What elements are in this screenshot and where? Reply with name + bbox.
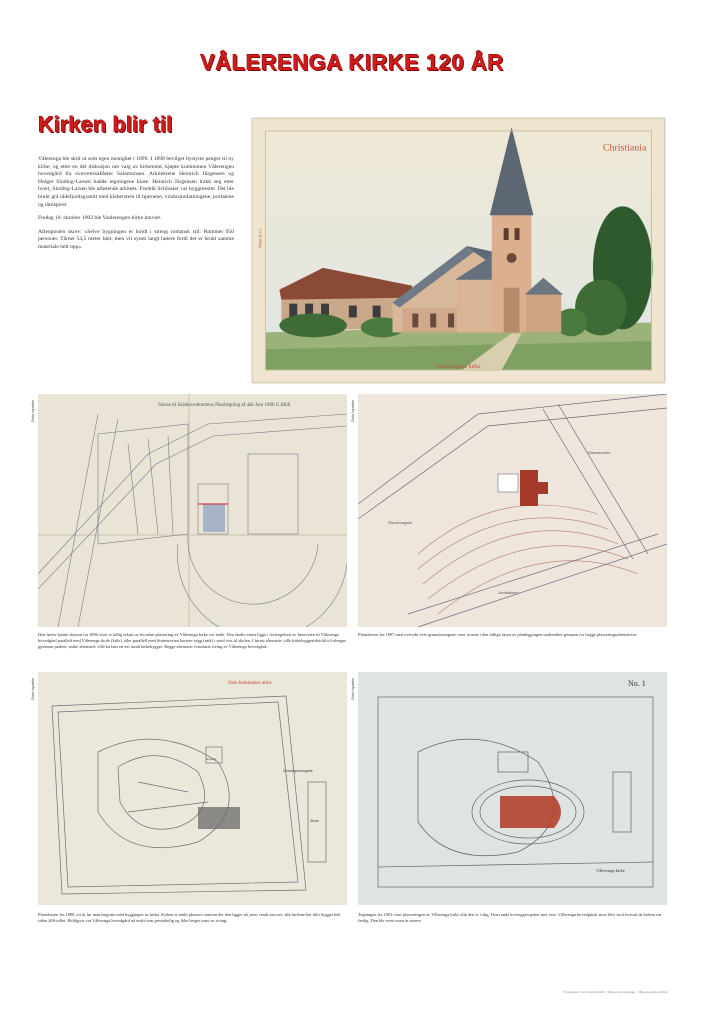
- postcard-side-label: Mittet & Co.: [257, 227, 263, 249]
- map4-caption: Tegningen fra 1903 viser plasseringen av Vålerenga kirke slik den er i dag. Den runde korveggen peker mot vest. Vålerenga hovedgårds store låve stod fortsatt da kirken var ferdig. Den ble revet noen år senere.: [358, 912, 662, 923]
- map-1903-drawing: [358, 672, 667, 905]
- church-postcard-illustration: [253, 119, 664, 382]
- intro-text: [38, 156, 234, 258]
- map1-caption: Den første kjente skissen fra 1896 viser et tidlig utkast av hvordan plassering av Vålerenga kirke var tenkt. Den skulle enten ligge i forlengelsen av Jæreveien til Vålerenga hovedgård parallelt med Vålerengs skole (Sülz), eller parallell med Strømsveien kortere vegg (rødt) i nord viss til skolen. I første alternativ ville kirkebyggetiden blitt forlenget gjennom parken, andre alternativ ville ha hatt en vei rundt kirkebygget. Begge alternativ forutsatte riving av Vålerenga hovedgård.: [38, 632, 346, 649]
- map4-label: Vålerenga kirke: [596, 868, 625, 873]
- postcard-city-label: Christiania: [602, 142, 647, 154]
- map3-label: Schweigaardsgade: [283, 769, 313, 773]
- credit-label: Oslo byarkiv: [30, 399, 35, 422]
- map-1898-plan: [38, 672, 347, 905]
- map2-caption: Planskissen fra 1897 med oversikt over grunnboringene viser at man i den tidlige fasen av planleggingen undersøkte grunnen for begge plasseringsalternativer.: [358, 632, 638, 637]
- map-1897-boring-plan: [358, 394, 667, 627]
- postcard-caption-label: Vaalerengens kirke: [435, 364, 481, 371]
- section-title: Kirken blir til: [38, 112, 173, 137]
- church-postcard: [252, 118, 665, 383]
- footer-credit: Produksjon: Oslo byarkiv 2022 · Vålerenga historielag · Vålerenga kirke 120 år: [563, 990, 668, 994]
- map3-label: Hovedg.: [206, 757, 218, 761]
- map-1903-plan: [358, 672, 667, 905]
- intro-paragraph: Vålerenga ble skilt ut som egen menighet i 1899. I 1898 bevilget bystyret penger til ny kirke, og etter en del diskusjon om valg av kirketomt, kjøpte kommunen Vålerengen hovedgård fra overrettssakfører Salomonsen. Arkitektene Heinrich Jürgensen og Holger Sinding-Larsen hadde tegningene klare. Heinrich Jürgensen trakk seg etter hvert, Sinding-Larsen ble utførende arkitekt. Fredrik Schüssler var byggmester. Det ble brukt grå iddefjordsgranitt med kleberstein til hjørnene, vindusinnfatningene, portalene og tårnspiret.: [38, 156, 234, 208]
- intro-paragraph: Aftenposten skrev: «Selve bygningen er holdt i streng romansk stil. Rommet 950 personer. Tårnet 54,5 meter høit, men vil synes langt høiere fordi det er brukt samme materiale helt opp».: [38, 228, 234, 250]
- map4-number: No. 1: [628, 679, 646, 688]
- map2-street-label: Strømsveien: [588, 450, 611, 455]
- main-title: VÅLERENGA KIRKE 120 ÅR: [200, 50, 504, 75]
- map2-street-label: Jordbakken: [498, 590, 519, 595]
- map3-caption: Planskissen fra 1898, ett år før man begynte med byggingen av kirka. Kirken er tenkt plassert omtrent der den ligger nå, men vendt østover, slik kirkene har blitt bygget helt siden 400-tallet. Heldigvis var Vålerenga hovedgård nå tenkt som prestebolig og ikke lenger truet av riving.: [38, 912, 341, 923]
- map3-stamp: Oslo kommunes arkiv: [228, 681, 273, 686]
- map3-label: Skole: [310, 819, 319, 823]
- credit-label: Oslo byarkiv: [350, 399, 355, 422]
- map1-handwriting: Skisse til Sälshovedtomtens Planlægning af 4de Juni 1896 G.Müll: [158, 403, 291, 408]
- map-1898-drawing: [38, 672, 347, 905]
- map-1897-drawing: [358, 394, 667, 627]
- credit-label: Oslo byarkiv: [30, 677, 35, 700]
- credit-label: Oslo byarkiv: [350, 677, 355, 700]
- map-1896-sketch: [38, 394, 347, 627]
- intro-paragraph: Fredag 10. oktober 1902 ble Vaalerengen kirke innviet.: [38, 215, 162, 222]
- map2-street-label: Ravnbuegate: [388, 520, 412, 525]
- map-1896-drawing: [38, 394, 347, 627]
